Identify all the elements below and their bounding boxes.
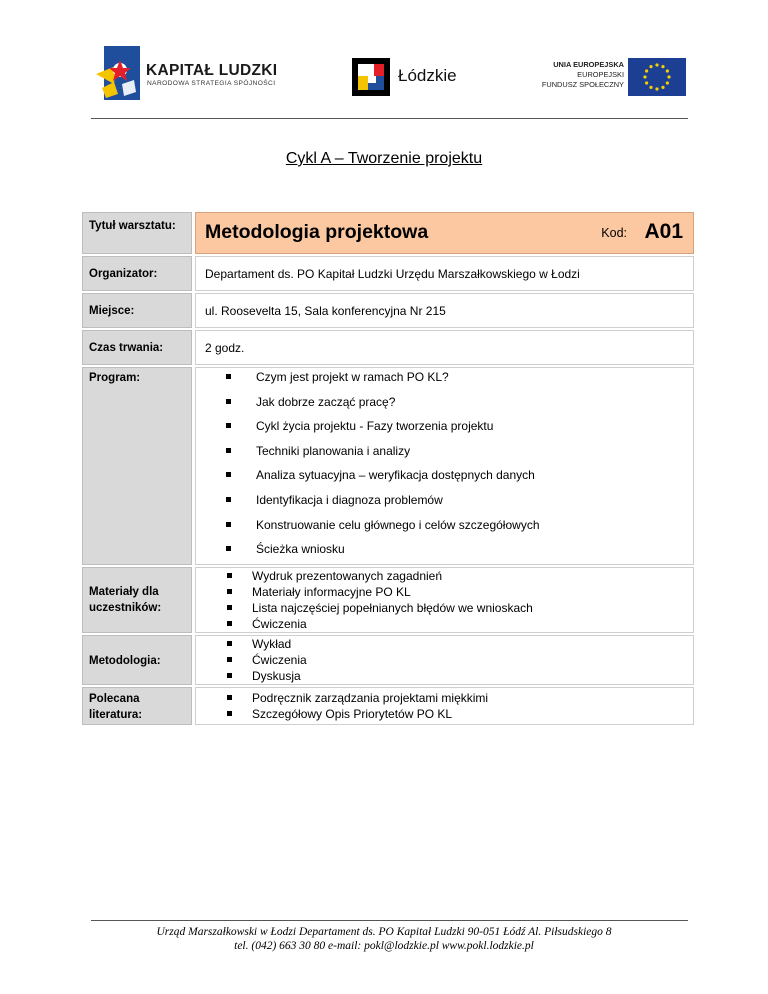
list-item-text: Szczegółowy Opis Priorytetów PO KL xyxy=(252,707,453,721)
methodology-label: Metodologia: xyxy=(82,635,192,685)
eu-star-icon xyxy=(645,81,648,84)
bullet-icon xyxy=(227,621,232,626)
list-item xyxy=(196,569,693,585)
list-item xyxy=(196,542,693,567)
list-item-text: Jak dobrze zacząć pracę? xyxy=(256,394,396,409)
list-item-text: Podręcznik zarządzania projektami miękkimi xyxy=(252,691,489,705)
program-cell xyxy=(195,367,694,565)
list-item xyxy=(196,395,693,420)
organizer-label: Organizator: xyxy=(82,256,192,291)
row-materials xyxy=(82,567,694,633)
place-label: Miejsce: xyxy=(82,293,192,328)
row-methodology xyxy=(82,635,694,685)
duration-value: 2 godz. xyxy=(205,341,245,355)
list-item xyxy=(196,493,693,518)
title-label: Tytuł warsztatu: xyxy=(82,212,192,254)
row-organizer xyxy=(82,256,694,291)
bullet-icon xyxy=(226,522,231,527)
literature-list xyxy=(196,688,693,723)
literature-label: Polecana literatura: xyxy=(82,687,192,725)
bullet-icon xyxy=(226,448,231,453)
list-item-text: Wykład xyxy=(252,637,292,651)
list-item xyxy=(196,691,693,707)
bullet-icon xyxy=(226,472,231,477)
bullet-icon xyxy=(226,423,231,428)
list-item xyxy=(196,518,693,543)
eu-line3: FUNDUSZ SPOŁECZNY xyxy=(541,80,624,89)
list-item-text: Dyskusja xyxy=(252,669,301,683)
eu-star-icon xyxy=(649,86,652,89)
bullet-icon xyxy=(227,673,232,678)
list-item xyxy=(196,637,693,653)
footer-divider xyxy=(91,920,688,921)
eu-star-icon xyxy=(645,69,648,72)
bullet-icon xyxy=(227,695,232,700)
row-title xyxy=(82,212,694,254)
bullet-icon xyxy=(226,497,231,502)
bullet-icon xyxy=(227,589,232,594)
place-value: ul. Roosevelta 15, Sala konferencyjna Nr 215 xyxy=(205,304,446,318)
bullet-icon xyxy=(226,546,231,551)
row-place xyxy=(82,293,694,328)
code-label: Kod: xyxy=(601,226,627,240)
list-item-text: Analiza sytuacyjna – weryfikacja dostępnych danych xyxy=(256,468,535,483)
literature-cell xyxy=(195,687,694,725)
eu-star-icon xyxy=(649,65,652,68)
header-divider xyxy=(91,118,688,119)
eu-star-icon xyxy=(643,75,646,78)
list-item xyxy=(196,444,693,469)
organizer-cell xyxy=(195,256,694,291)
bullet-icon xyxy=(227,573,232,578)
workshop-title: Metodologia projektowa xyxy=(205,221,429,243)
program-label: Program: xyxy=(82,367,192,565)
list-item-text: Konstruowanie celu głównego i celów szczegółowych xyxy=(256,517,540,532)
bullet-icon xyxy=(227,641,232,646)
eu-star-icon xyxy=(666,81,669,84)
list-item-text: Materiały informacyjne PO KL xyxy=(252,585,411,599)
eu-star-icon xyxy=(661,65,664,68)
methodology-list xyxy=(196,636,693,685)
list-item-text: Wydruk prezentowanych zagadnień xyxy=(252,569,443,583)
title-cell xyxy=(195,212,694,254)
place-cell xyxy=(195,293,694,328)
list-item-text: Ćwiczenia xyxy=(252,653,307,667)
duration-label: Czas trwania: xyxy=(82,330,192,365)
eu-line2: EUROPEJSKI xyxy=(577,70,624,79)
list-item xyxy=(196,601,693,617)
list-item-text: Techniki planowania i analizy xyxy=(256,443,411,458)
list-item xyxy=(196,468,693,493)
list-item-text: Ćwiczenia xyxy=(252,617,307,631)
eu-star-icon xyxy=(655,87,658,90)
bullet-icon xyxy=(227,657,232,662)
materials-cell xyxy=(195,567,694,633)
lodzkie-emblem-icon xyxy=(352,58,390,96)
document-title: Cykl A – Tworzenie projektu xyxy=(285,150,483,167)
kapital-ludzki-subtitle: NARODOWA STRATEGIA SPÓJNOŚCI xyxy=(147,80,276,87)
row-program xyxy=(82,367,694,565)
row-literature xyxy=(82,687,694,725)
list-item xyxy=(196,370,693,395)
eu-star-icon xyxy=(655,63,658,66)
list-item-text: Cykl życia projektu - Fazy tworzenia projektu xyxy=(256,419,494,434)
eu-line1: UNIA EUROPEJSKA xyxy=(553,60,624,69)
kapital-ludzki-logo xyxy=(94,44,294,102)
bullet-icon xyxy=(227,605,232,610)
duration-cell xyxy=(195,330,694,365)
list-item-text: Lista najczęściej popełnianych błędów we wnioskach xyxy=(252,601,533,615)
code-value: A01 xyxy=(644,220,683,243)
eu-logo xyxy=(526,58,686,98)
eu-text xyxy=(542,60,624,90)
eu-star-icon xyxy=(666,69,669,72)
eu-star-icon xyxy=(661,86,664,89)
methodology-cell xyxy=(195,635,694,685)
list-item-text: Czym jest projekt w ramach PO KL? xyxy=(256,370,449,384)
row-duration xyxy=(82,330,694,365)
footer-contact: tel. (042) 663 30 80 e-mail: pokl@lodzkie.pl www.pokl.lodzkie.pl xyxy=(234,940,534,952)
list-item xyxy=(196,585,693,601)
list-item xyxy=(196,617,693,633)
list-item-text: Ścieżka wniosku xyxy=(256,542,345,557)
program-list xyxy=(196,368,693,567)
list-item-text: Identyfikacja i diagnoza problemów xyxy=(256,492,443,507)
materials-list xyxy=(196,568,693,633)
kapital-ludzki-title: KAPITAŁ LUDZKI xyxy=(146,62,278,79)
lodzkie-logo xyxy=(352,58,472,96)
list-item xyxy=(196,419,693,444)
bullet-icon xyxy=(226,374,231,379)
list-item xyxy=(196,653,693,669)
materials-label: Materiały dla uczestników: xyxy=(82,567,192,633)
list-item xyxy=(196,669,693,685)
lodzkie-name: Łódzkie xyxy=(398,66,457,85)
bullet-icon xyxy=(227,711,232,716)
footer-address: Urząd Marszałkowski w Łodzi Departament ds. PO Kapitał Ludzki 90-051 Łódź Al. Piłsudskiego 8 xyxy=(156,926,612,938)
kapital-ludzki-emblem-icon xyxy=(94,44,142,102)
list-item xyxy=(196,707,693,723)
eu-flag-icon xyxy=(628,58,686,96)
eu-star-icon xyxy=(667,75,670,78)
bullet-icon xyxy=(226,399,231,404)
organizer-value: Departament ds. PO Kapitał Ludzki Urzędu Marszałkowskiego w Łodzi xyxy=(205,267,580,281)
